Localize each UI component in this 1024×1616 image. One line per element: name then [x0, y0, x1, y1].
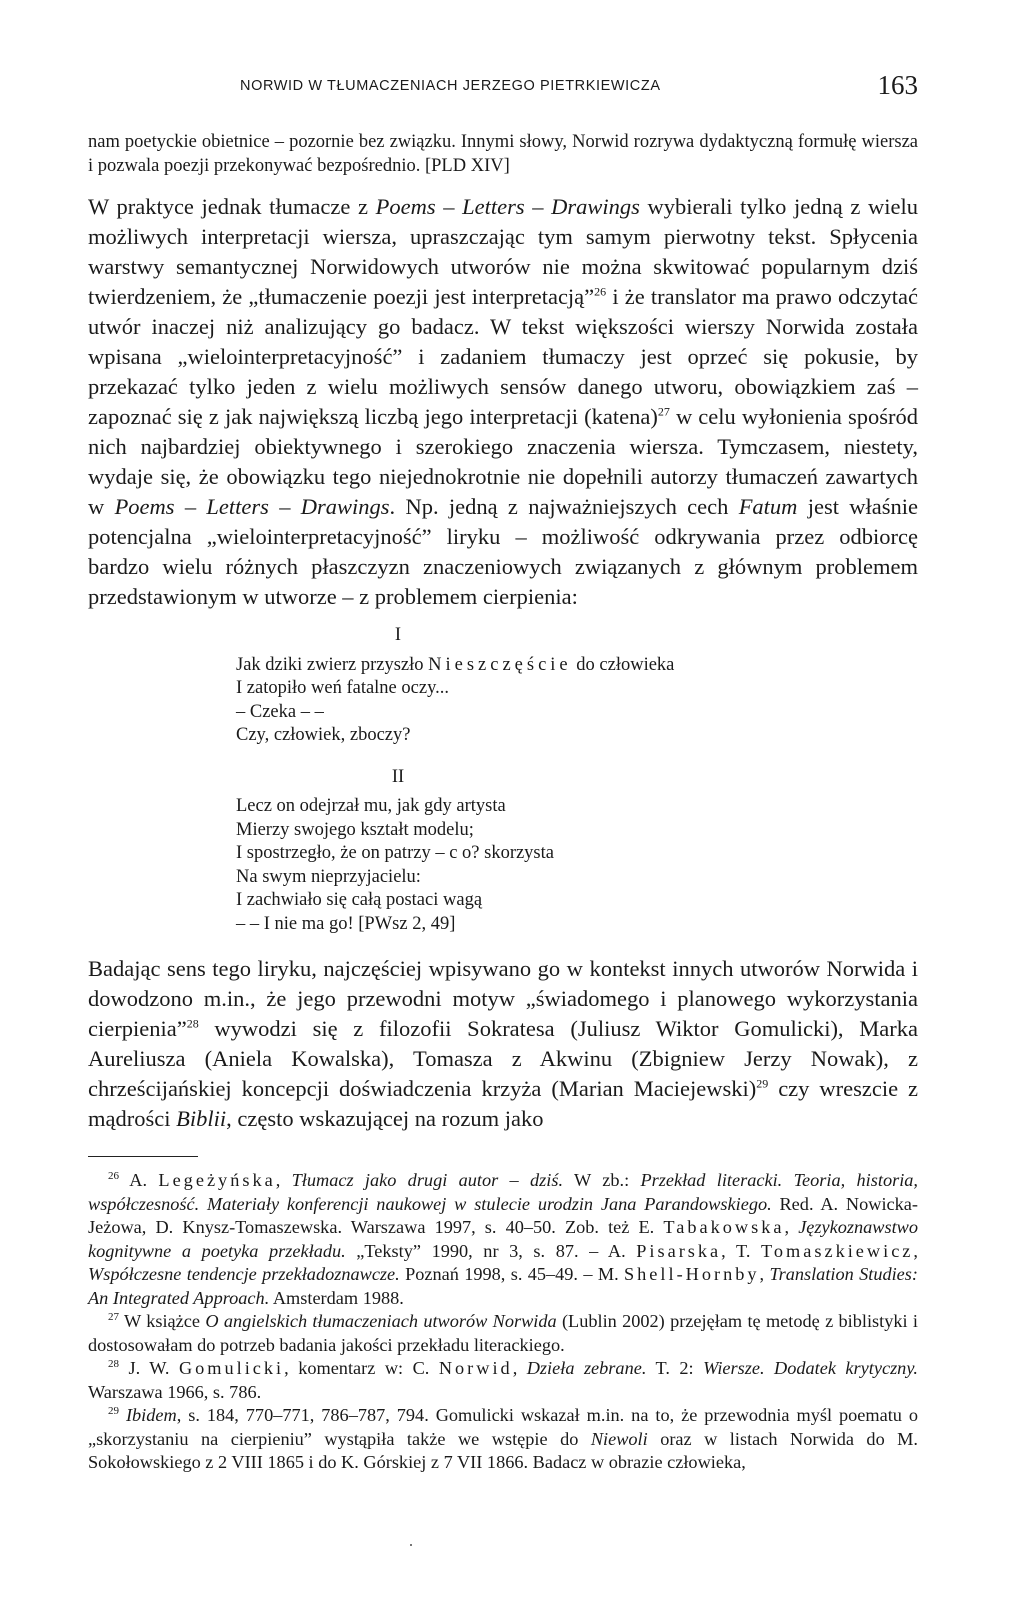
text-run: W praktyce jednak tłumacze z: [88, 194, 376, 219]
text-run: w celu wyłonienia spośród nich najbardziej obiektywnego i szerokiego znaczenia wiersza. Tymczasem, niestety, wydaje się, że obowiązku tego niejednokrotnie nie dopełnili autorzy tłumaczeń zawartych w: [88, 404, 918, 519]
author-name: Tomaszkiewicz: [760, 1240, 914, 1261]
footnote-ref-29: 29: [756, 1076, 769, 1091]
footnote-ref-26: 26: [594, 284, 607, 299]
poem-line: Czy, człowiek, zboczy?: [236, 725, 411, 745]
italic-title: Dzieła zebrane.: [526, 1358, 647, 1378]
spaced-word: Nieszczęście: [428, 654, 572, 675]
poem-line: – – I nie ma go! [PWsz 2, 49]: [236, 913, 456, 934]
stanza-1: [236, 654, 918, 748]
book-page: [88, 60, 918, 1475]
author-name: Norwid: [438, 1358, 513, 1378]
text-run: T. 2:: [646, 1358, 704, 1378]
italic-title: Fatum: [738, 494, 798, 519]
poem-line: Lecz on odejrzał mu, jak gdy artysta: [236, 796, 506, 816]
text-run: do człowieka: [571, 654, 675, 675]
footnote-number: 28: [108, 1357, 119, 1370]
text-run: jest właśnie potencjalna „wielointerpretacyjność” liryku – możliwość odkrywania przez odbiorcę bardzo wielu różnych płaszczyzn znaczeniowych związanych z głównym problemem przedstawionym w utworze – z problemem cierpienia:: [88, 494, 919, 609]
text-run: i że translator ma prawo odczytać utwór inaczej niż analizujący go badacz. W tekst większości wierszy Norwida została wpisana „wielointerpretacyjność” i zadaniem tłumaczy jest oprzeć się pokusie, by przekazać tylko jeden z wielu możliwych sensów danego utworu, obowiązkiem zaś – zapoznać się z jak największą liczbą jego interpretacji (katena): [88, 284, 918, 429]
poem-line: I spostrzegło, że on patrzy – c o? skorzysta: [236, 843, 554, 863]
author-name: Shell-Hornby: [623, 1264, 760, 1284]
italic-title: Tłumacz jako drugi autor – dziś.: [291, 1170, 564, 1190]
footnote-27: [88, 1310, 918, 1357]
stanza-2: [236, 795, 918, 936]
text-run: „Teksty” 1990, nr 3, s. 87. – A.: [345, 1240, 637, 1261]
text-run: Warszawa 1966, s. 786.: [88, 1381, 262, 1402]
italic-title: Wiersze. Dodatek krytyczny.: [703, 1358, 918, 1378]
italic-title: Niewoli: [590, 1428, 648, 1449]
text-run: ,: [784, 1217, 799, 1237]
text-run: , często wskazującej na rozum jako: [226, 1106, 544, 1131]
text-run: A.: [119, 1170, 159, 1190]
author-name: Gomulicki: [178, 1358, 285, 1378]
text-run: ,: [512, 1358, 527, 1378]
footnote-number: 29: [108, 1404, 119, 1417]
italic-title: Poems – Letters – Drawings: [114, 494, 390, 519]
poem-quote: [236, 624, 918, 936]
poem-line: I zatopiło weń fatalne oczy...: [236, 678, 449, 698]
text-run: . Np. jedną z najważniejszych cech: [389, 494, 739, 519]
italic-title: Językoznawstwo kognitywne a poetyka przekładu.: [88, 1217, 919, 1261]
footnote-26: [88, 1169, 918, 1310]
text-run: wybierali tylko jedną z wielu możliwych interpretacji wiersza, upraszczając tym samym pierwotny tekst. Spłycenia warstwy semantycznej Norwidowych utworów nie można skwitować popularnym dziś twierdzeniem, że „tłumaczenie poezji jest interpretacją”: [88, 194, 918, 309]
footnote-ref-28: 28: [186, 1016, 199, 1031]
italic-title: Biblii: [176, 1106, 227, 1131]
text-run: W zb.:: [563, 1170, 641, 1190]
main-paragraph-1: [88, 192, 918, 612]
italic-title: Translation Studies: An Integrated Approach.: [88, 1264, 918, 1308]
italic-title: Ibidem: [125, 1405, 177, 1425]
text-run: Badając sens tego liryku, najczęściej wpisywano go w kontekst innych utworów Norwida i dowodzono m.in., że jego przewodni motyw „świadomego i planowego wykorzystania cierpienia”: [88, 956, 918, 1041]
author-name: Legeżyńska: [158, 1170, 276, 1190]
author-name: Tabakowska: [663, 1217, 785, 1237]
text-run: W książce: [119, 1311, 206, 1331]
poem-line: Na swym nieprzyjacielu:: [236, 866, 421, 887]
text-run: czy wreszcie z mądrości: [88, 1076, 918, 1131]
text-run: J. W.: [119, 1358, 179, 1378]
text-run: ,: [913, 1240, 918, 1261]
intro-paragraph: nam poetyckie obietnice – pozornie bez związku. Innymi słowy, Norwid rozrywa dydaktyczną formułę wiersza i pozwala poezji przekonywać bezpośrednio. [PLD XIV]: [88, 132, 918, 176]
page-number: 163: [877, 70, 918, 100]
footnotes: [88, 1169, 918, 1475]
text-run: Red. A. Nowicka-Jeżowa, D. Knysz-Tomaszewska. Warszawa 1997, s. 40–50. Zob. też E.: [88, 1193, 918, 1237]
text-run: Jak dziki zwierz przyszło: [236, 654, 429, 675]
italic-title: Przekład literacki. Teoria, historia, współczesność. Materiały konferencji naukowej w stulecie urodzin Jana Parandowskiego.: [88, 1170, 918, 1214]
text-run: (Lublin 2002) przejęłam tę metodę z biblistyki i dostosowałam do potrzeb badania jakości przekładu literackiego.: [88, 1311, 918, 1355]
scan-speck: [410, 1544, 412, 1546]
stanza-number: II: [391, 766, 405, 787]
stanza-number: I: [394, 625, 402, 645]
footnote-separator: [88, 1156, 198, 1157]
italic-title: O angielskich tłumaczeniach utworów Norwida: [205, 1311, 557, 1331]
main-paragraph-2: [88, 954, 918, 1134]
page-header: [88, 60, 918, 120]
footnote-number: 26: [108, 1169, 119, 1182]
text-run: Amsterdam 1988.: [269, 1287, 404, 1308]
italic-title: Współczesne tendencje przekładoznawcze.: [88, 1264, 400, 1284]
text-run: , T.: [721, 1240, 761, 1261]
text-run: Poznań 1998, s. 45–49. – M.: [399, 1264, 624, 1284]
poem-line: I zachwiało się całą postaci wagą: [236, 890, 483, 910]
footnote-ref-27: 27: [657, 404, 670, 419]
text-run: ,: [759, 1264, 770, 1284]
footnote-29: [88, 1404, 918, 1475]
poem-line: Mierzy swojego kształt modelu;: [236, 819, 474, 840]
running-title: NORWID W TŁUMACZENIACH JERZEGO PIETRKIEWICZA: [240, 78, 661, 94]
footnote-28: [88, 1357, 918, 1404]
author-name: Pisarska: [636, 1240, 722, 1261]
footnote-number: 27: [108, 1310, 119, 1323]
poem-line: – Czeka – –: [236, 701, 324, 722]
poem-line: [236, 654, 918, 678]
italic-title: Poems – Letters – Drawings: [375, 194, 640, 219]
text-run: ,: [275, 1170, 292, 1190]
text-run: oraz w listach Norwida do M. Sokołowskiego z 2 VIII 1865 i do K. Górskiej z 7 VII 1866. Badacz w obrazie człowieka,: [88, 1428, 919, 1472]
text-run: , s. 184, 770–771, 786–787, 794. Gomulicki wskazał m.in. na to, że przewodnia myśl poematu o „skorzystaniu na cierpieniu” wystąpiła także we wstępie do: [88, 1405, 919, 1449]
text-run: , komentarz w: C.: [284, 1358, 439, 1378]
text-run: wywodzi się z filozofii Sokratesa (Juliusz Wiktor Gomulicki), Marka Aureliusza (Aniela Kowalska), Tomasza z Akwinu (Zbigniew Jerzy Nowak), z chrześcijańskiej koncepcji doświadczenia krzyża (Marian Maciejewski): [88, 1016, 918, 1101]
